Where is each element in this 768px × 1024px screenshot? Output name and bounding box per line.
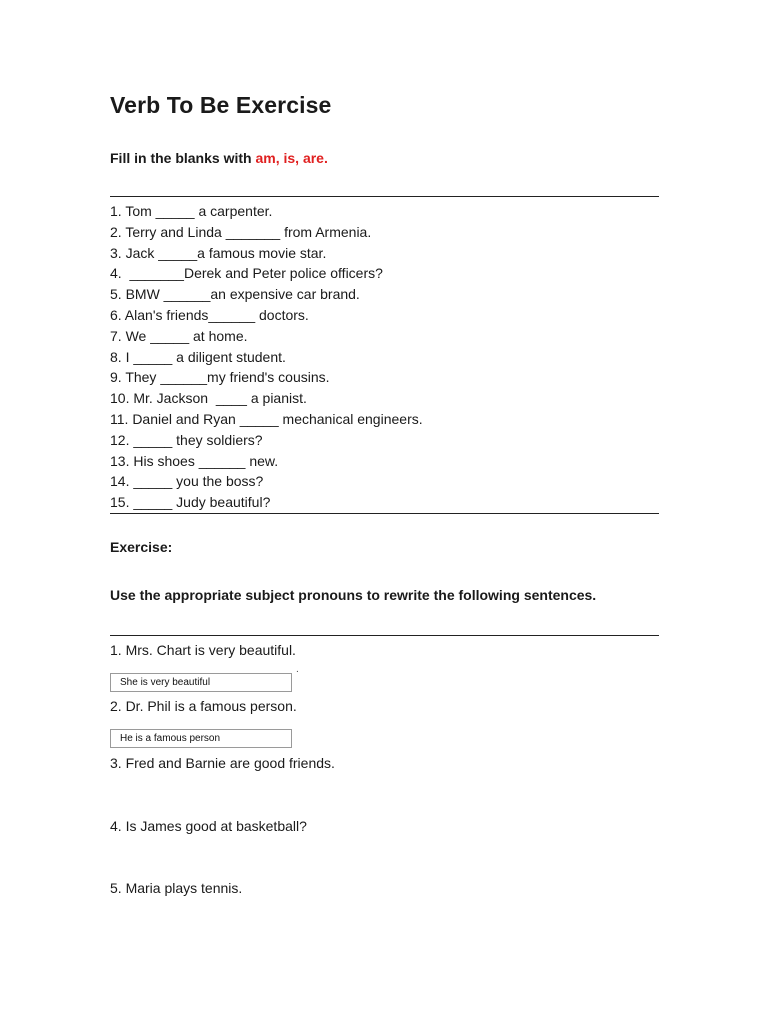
list-item: 13. His shoes ______ new. [110, 452, 279, 469]
list-item: 1. Tom _____ a carpenter. [110, 203, 273, 219]
question-4: 4. Is James good at basketball? [110, 818, 307, 834]
list-item: 8. I _____ a diligent student. [110, 348, 286, 365]
divider-part2 [110, 635, 659, 636]
list-item: 9. They ______my friend's cousins. [110, 369, 330, 386]
fill-in-instruction [110, 150, 328, 166]
list-item: 4. _______Derek and Peter police officers? [110, 265, 383, 282]
exercise-heading: Exercise: [110, 539, 173, 555]
list-item: 6. Alan's friends______ doctors. [110, 306, 309, 323]
answer-dot: . [296, 664, 299, 675]
page-title: Verb To Be Exercise [110, 92, 332, 118]
list-item: 15. _____ Judy beautiful? [110, 494, 271, 511]
list-item: 7. We _____ at home. [110, 327, 248, 344]
list-item: 11. Daniel and Ryan _____ mechanical engineers. [110, 410, 423, 427]
instruction-text: Fill in the blanks with [110, 150, 256, 166]
question-1: 1. Mrs. Chart is very beautiful. [110, 642, 296, 658]
question-3: 3. Fred and Barnie are good friends. [110, 755, 335, 771]
answer-field-1[interactable]: She is very beautiful [110, 673, 292, 692]
divider-bottom [110, 513, 659, 514]
divider-top [110, 196, 659, 197]
question-2: 2. Dr. Phil is a famous person. [110, 698, 297, 714]
list-item: 10. Mr. Jackson ____ a pianist. [110, 390, 307, 407]
instruction-highlight: am, is, are. [255, 150, 328, 166]
list-item: 3. Jack _____a famous movie star. [110, 244, 327, 261]
question-5: 5. Maria plays tennis. [110, 880, 243, 896]
pronoun-instruction: Use the appropriate subject pronouns to rewrite the following sentences. [110, 587, 597, 603]
fill-in-list [110, 201, 423, 513]
list-item: 14. _____ you the boss? [110, 473, 264, 490]
list-item: 2. Terry and Linda _______ from Armenia. [110, 223, 372, 240]
list-item: 5. BMW ______an expensive car brand. [110, 286, 360, 303]
answer-field-2[interactable]: He is a famous person [110, 729, 292, 748]
list-item: 12. _____ they soldiers? [110, 431, 263, 448]
